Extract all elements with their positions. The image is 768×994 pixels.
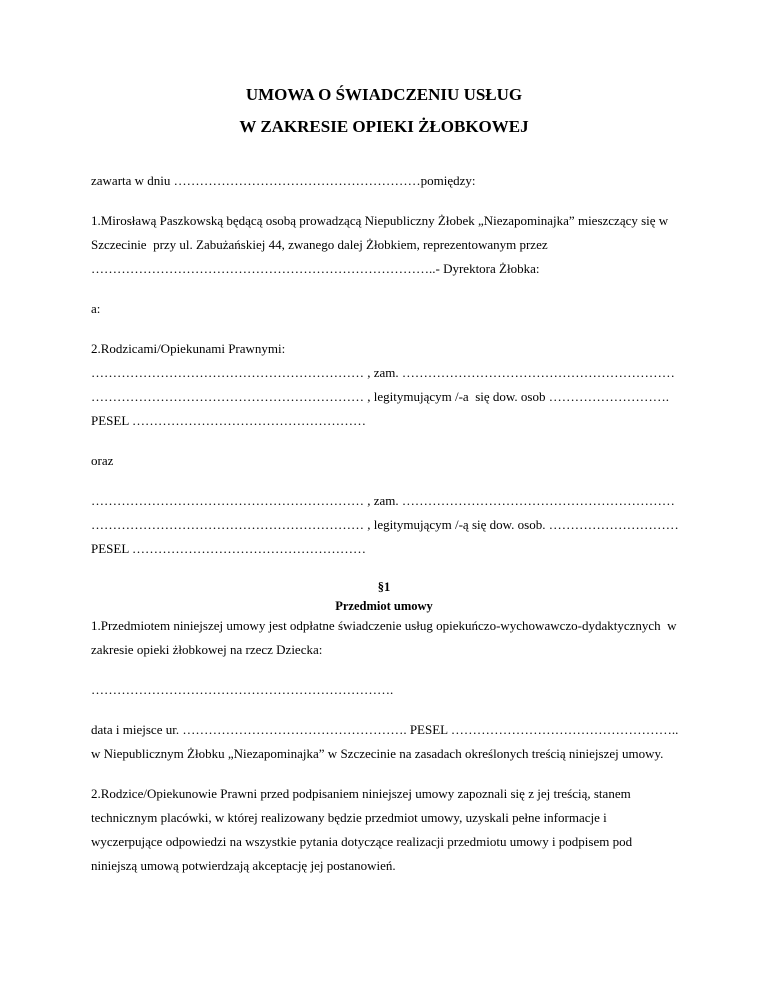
acknowledgement-line3: wyczerpujące odpowiedzi na wszystkie pytania dotyczące realizacji przedmiotu umowy i podpisem pod — [91, 834, 633, 849]
parent2-name-address: ……………………………………………………… , zam. ……………………………………………………… — [91, 493, 675, 508]
location-line: w Niepublicznym Żłobku „Niezapominajka” w Szczecinie na zasadach określonych treścią niniejszej umowy. — [91, 746, 664, 761]
party1-line1: 1.Mirosławą Paszkowską będącą osobą prowadzącą Niepubliczny Żłobek „Niezapominajka” mieszczący się w — [91, 213, 669, 228]
document-title-line2: W ZAKRESIE OPIEKI ŻŁOBKOWEJ — [239, 117, 529, 136]
party1-line3: ……………………………………………………………………..- Dyrektora Żłobka: — [91, 261, 540, 276]
conjunction-oraz: oraz — [91, 453, 114, 468]
child-name-field: ……………………………………………………………. — [91, 682, 394, 697]
document-title-line1: UMOWA O ŚWIADCZENIU USŁUG — [245, 85, 523, 104]
parents-heading: 2.Rodzicami/Opiekunami Prawnymi: — [91, 341, 286, 356]
parent1-pesel: PESEL ……………………………………………… — [91, 413, 367, 428]
concluded-date-line: zawarta w dniu …………………………………………………pomiędzy: — [91, 173, 476, 188]
acknowledgement-line1: 2.Rodzice/Opiekunowie Prawni przed podpisaniem niniejszej umowy zapoznali się z jej treścią, stanem — [91, 786, 631, 801]
section-number: §1 — [377, 580, 391, 594]
parent2-pesel: PESEL ……………………………………………… — [91, 541, 367, 556]
subject-line2: zakresie opieki żłobkowej na rzecz Dziecka: — [91, 642, 323, 657]
acknowledgement-line2: technicznym placówki, w której realizowany będzie przedmiot umowy, uzyskali pełne informacje i — [91, 810, 607, 825]
section-heading: Przedmiot umowy — [335, 599, 433, 613]
acknowledgement-line4: niniejszą umową potwierdzają akceptację jej postanowień. — [91, 858, 396, 873]
parent1-id-document: ……………………………………………………… , legitymującym /-a się dow. osob ………………………. — [91, 389, 669, 404]
parent1-name-address: ……………………………………………………… , zam. ……………………………………………………… — [91, 365, 675, 380]
party1-line2: Szczecinie przy ul. Zabużańskiej 44, zwanego dalej Żłobkiem, reprezentowanym przez — [91, 237, 548, 252]
subject-line1: 1.Przedmiotem niniejszej umowy jest odpłatne świadczenie usług opiekuńczo-wychowawczo-dydaktycznych w — [91, 618, 677, 633]
child-birth-pesel-line: data i miejsce ur. ……………………………………………. PESEL …………………………………………….. — [91, 722, 679, 737]
conjunction-a: a: — [91, 301, 101, 316]
parent2-id-document: ……………………………………………………… , legitymującym /-ą się dow. osob. ………………………… — [91, 517, 679, 532]
